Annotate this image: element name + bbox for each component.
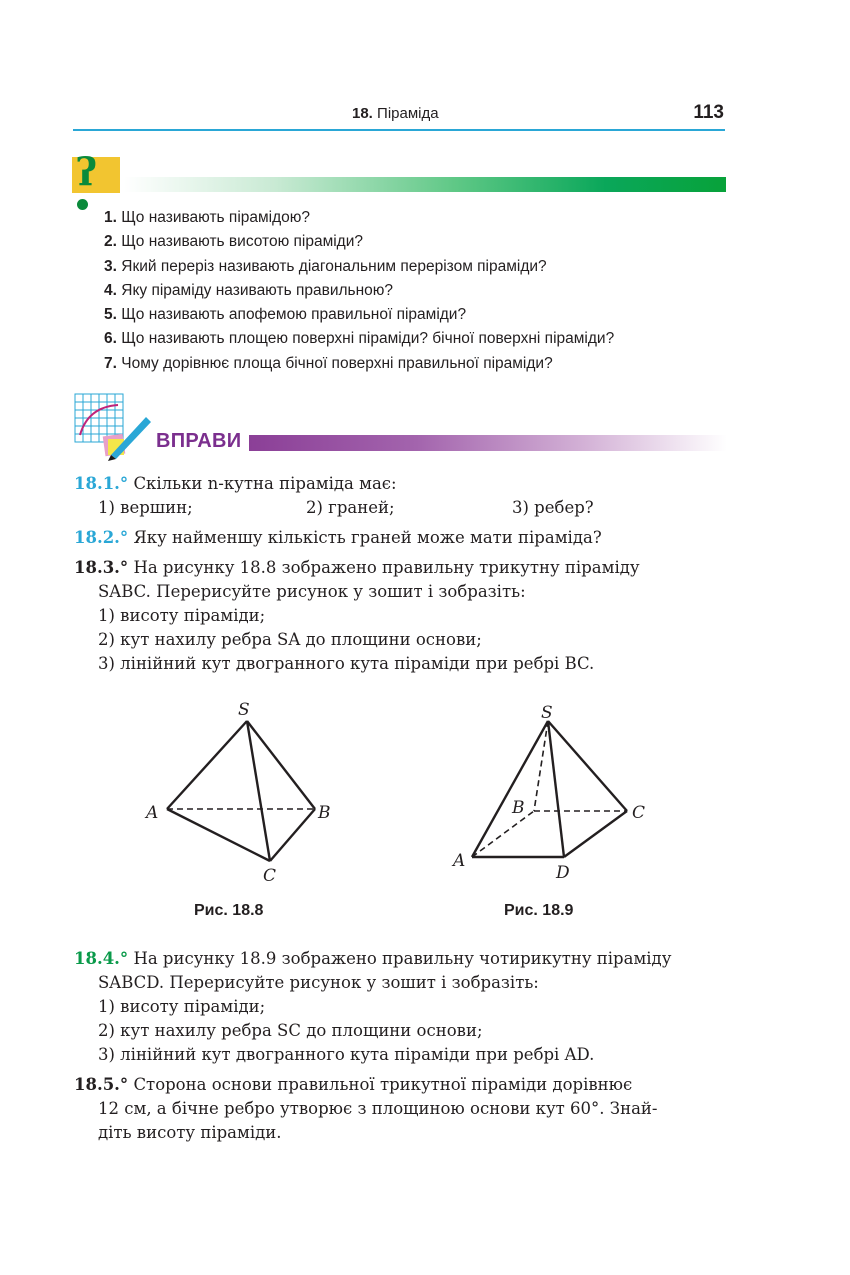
exercise-item: 3) лінійний кут двогранного кута піраміди при ребрі BC. xyxy=(98,654,595,673)
vertex-label-s: S xyxy=(238,700,250,720)
exercise-text-cont: діть висоту піраміди. xyxy=(98,1123,282,1142)
vertex-label-d: D xyxy=(556,863,570,883)
edge-sd xyxy=(548,721,564,857)
edge-ac xyxy=(167,809,270,861)
exercise-number: 18.4.° xyxy=(74,949,129,968)
list-item: 6. Що називають площею поверхні піраміди? бічної поверхні піраміди? xyxy=(104,330,615,348)
exercise-item: 2) кут нахилу ребра SC до площини основи; xyxy=(98,1021,483,1040)
edge-sc xyxy=(247,721,270,861)
list-item: 2. Що називають висотою піраміди? xyxy=(104,233,363,251)
vertex-label-b: B xyxy=(512,798,525,818)
exercise-text-cont: SABCD. Перерисуйте рисунок у зошит і зобразіть: xyxy=(98,973,539,992)
edge-sb xyxy=(247,721,315,809)
exercise-18-2 xyxy=(74,526,726,550)
exercise-number: 18.1.° xyxy=(74,474,129,493)
question-mark-icon: ʔ xyxy=(76,149,97,194)
exercise-text: Сторона основи правильної трикутної піраміди дорівнює xyxy=(133,1075,633,1094)
list-item: 7. Чому дорівнює площа бічної поверхні правильної піраміди? xyxy=(104,354,553,372)
section-title: Піраміда xyxy=(377,105,439,122)
header-divider xyxy=(73,129,725,131)
exercise-item: 2) кут нахилу ребра SA до площини основи; xyxy=(98,630,482,649)
vertex-label-a: A xyxy=(453,851,466,871)
questions-bar xyxy=(124,177,726,192)
figure-18-8 xyxy=(130,695,350,895)
edge-bc xyxy=(270,809,315,861)
vertex-label-s: S xyxy=(541,703,553,723)
vertex-label-c: C xyxy=(632,803,646,823)
exercise-item: 1) висоту піраміди; xyxy=(98,606,266,625)
exercise-18-5 xyxy=(74,1073,726,1145)
figure-caption-18-8: Рис. 18.8 xyxy=(194,902,264,919)
exercise-18-1 xyxy=(74,472,726,520)
option-1: 1) вершин; xyxy=(98,498,193,517)
exercise-text-cont: 12 см, а бічне ребро утворює з площиною основи кут 60°. Знай- xyxy=(98,1099,658,1118)
exercise-number: 18.5.° xyxy=(74,1075,129,1094)
exercise-item: 3) лінійний кут двогранного кута піраміди при ребрі AD. xyxy=(98,1045,595,1064)
section-heading xyxy=(352,105,439,122)
questions-list xyxy=(104,206,614,376)
exercises-bar xyxy=(249,435,727,451)
vertex-label-c: C xyxy=(263,866,277,886)
vertex-label-a: A xyxy=(146,803,159,823)
list-item: 3. Який переріз називають діагональним перерізом піраміди? xyxy=(104,257,547,275)
exercise-text-cont: SABC. Перерисуйте рисунок у зошит і зобразіть: xyxy=(98,582,526,601)
vertex-label-b: B xyxy=(318,803,331,823)
grid-pencil-icon xyxy=(74,393,154,463)
edge-ab-hidden xyxy=(472,811,534,857)
list-item: 5. Що називають апофемою правильної піраміди? xyxy=(104,306,467,324)
page-number: 113 xyxy=(693,102,724,123)
exercise-number: 18.2.° xyxy=(74,528,129,547)
exercise-text: На рисунку 18.8 зображено правильну трикутну піраміду xyxy=(133,558,640,577)
exercises-title: ВПРАВИ xyxy=(156,430,242,452)
edge-sa xyxy=(472,721,548,857)
list-item: 4. Яку піраміду називають правильною? xyxy=(104,281,394,299)
edge-dc xyxy=(564,811,627,857)
edge-sc xyxy=(548,721,627,811)
list-item: 1. Що називають пірамідою? xyxy=(104,209,311,226)
option-2: 2) граней; xyxy=(306,498,395,517)
option-3: 3) ребер? xyxy=(512,498,594,517)
figure-18-9 xyxy=(445,695,665,895)
question-dot-icon xyxy=(77,199,88,210)
figure-caption-18-9: Рис. 18.9 xyxy=(504,902,574,919)
exercise-text: Яку найменшу кількість граней може мати піраміда? xyxy=(133,528,602,547)
exercise-text: Скільки n-кутна піраміда має: xyxy=(133,474,397,493)
exercise-18-4 xyxy=(74,947,726,1067)
exercise-number: 18.3.° xyxy=(74,558,129,577)
edge-sa xyxy=(167,721,247,809)
exercise-text: На рисунку 18.9 зображено правильну чотирикутну піраміду xyxy=(133,949,672,968)
section-number: 18. xyxy=(352,105,373,122)
exercise-18-3 xyxy=(74,556,726,676)
exercise-item: 1) висоту піраміди; xyxy=(98,997,266,1016)
